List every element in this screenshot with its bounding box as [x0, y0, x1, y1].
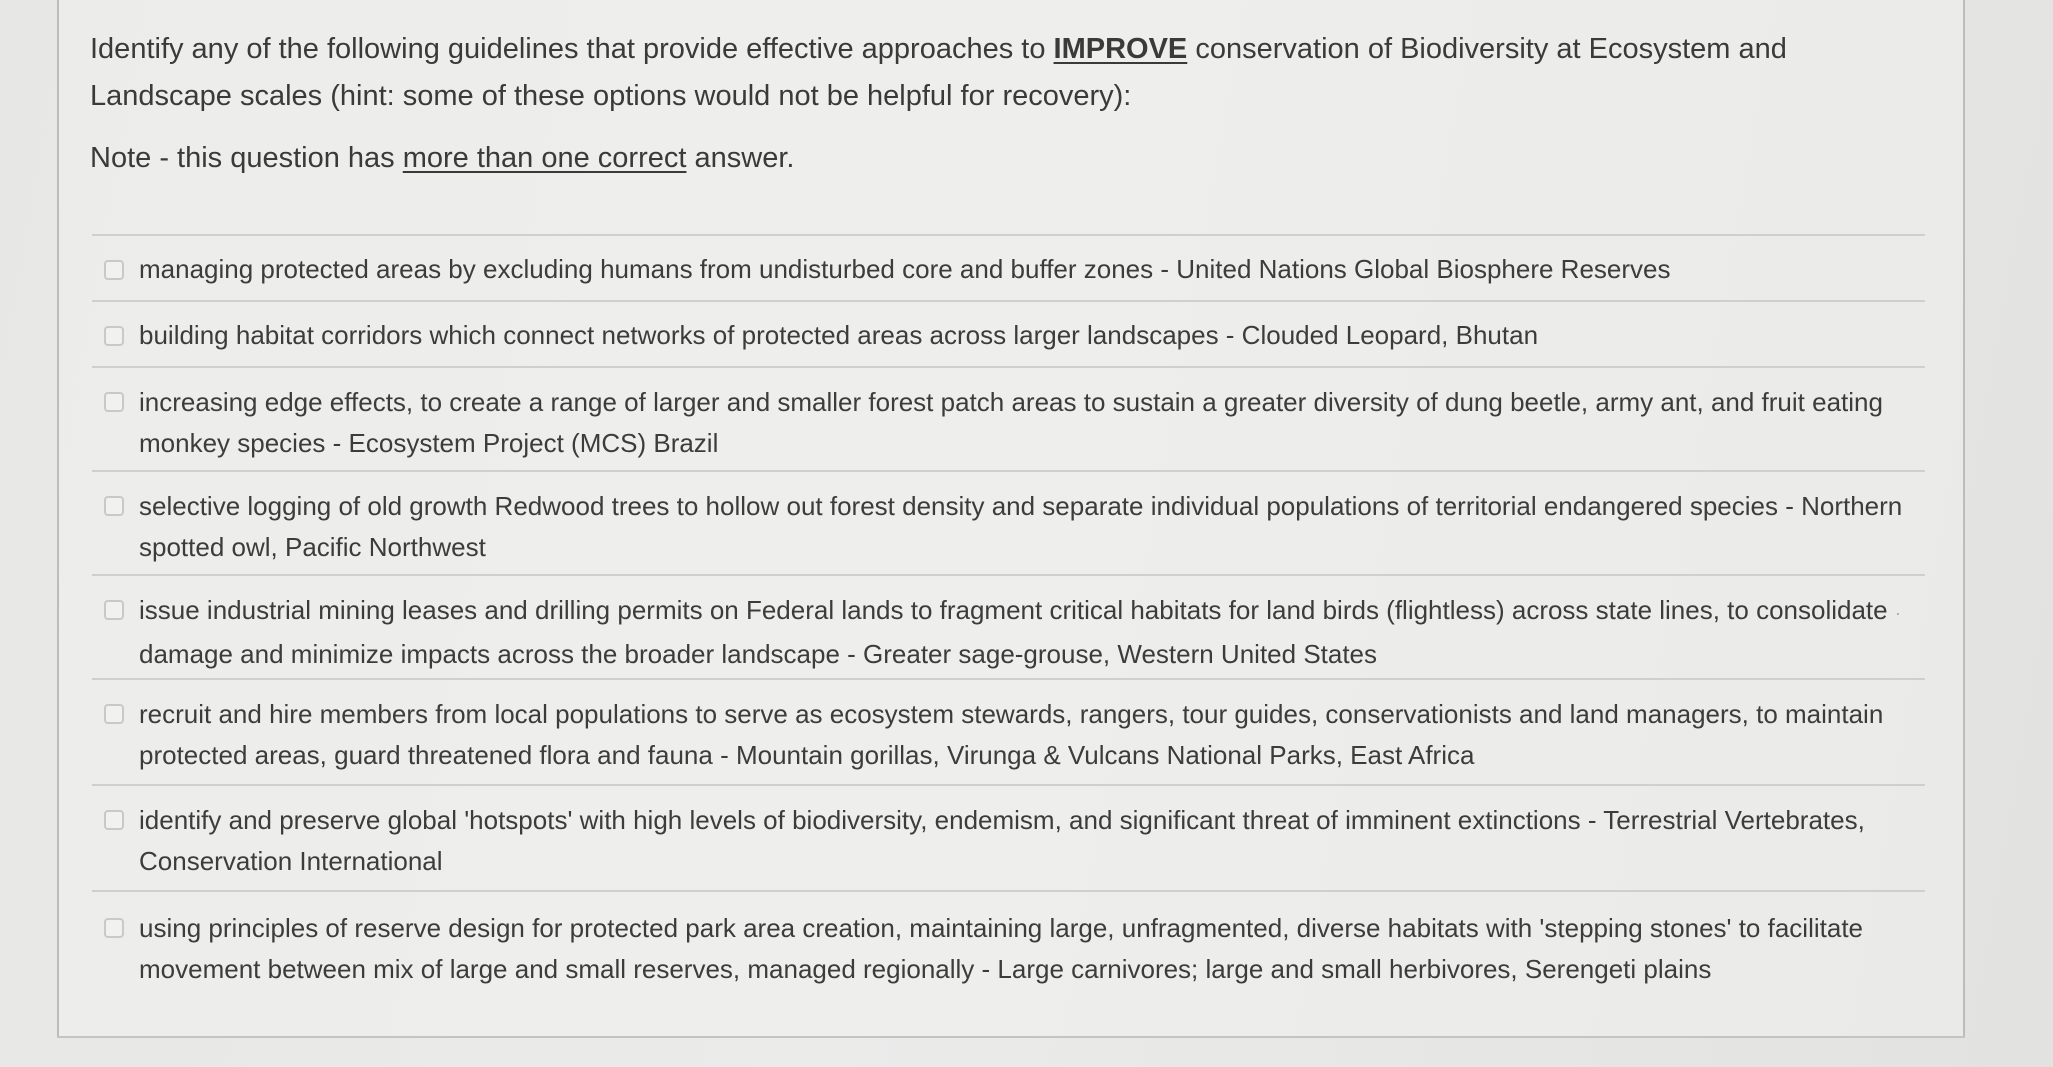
option-2-label[interactable]: building habitat corridors which connect networks of protected areas across larger landscapes - Clouded Leopard, Bhutan [139, 320, 1539, 350]
option-1-checkbox[interactable] [104, 260, 124, 280]
option-6-label-line-2[interactable]: protected areas, guard threatened flora and fauna - Mountain gorillas, Virunga & Vulcans National Parks, East Africa [139, 740, 1475, 770]
option-4-label-line-1[interactable]: selective logging of old growth Redwood trees to hollow out forest density and separate individual populations of territorial endangered species - Northern [139, 491, 1903, 521]
prompt-line-2: Landscape scales (hint: some of these options would not be helpful for recovery): [90, 80, 1132, 112]
card-bottom-divider [57, 1036, 1965, 1038]
option-3-checkbox[interactable] [104, 392, 124, 412]
option-3-label-line-2[interactable]: monkey species - Ecosystem Project (MCS) Brazil [139, 428, 719, 458]
note-suffix: answer. [686, 142, 795, 174]
answer-option-6[interactable] [92, 680, 1925, 786]
prompt-line-1 [90, 26, 1930, 73]
answer-option-3[interactable] [92, 368, 1925, 472]
option-5-checkbox[interactable] [104, 600, 124, 620]
option-3-label-line-1[interactable]: increasing edge effects, to create a range of larger and smaller forest patch areas to sustain a greater diversity of dung beetle, army ant, and fruit eating [139, 387, 1883, 417]
option-1-label[interactable]: managing protected areas by excluding humans from undisturbed core and buffer zones - United Nations Global Biosphere Reserves [139, 254, 1671, 284]
note-emphasis: more than one correct [402, 142, 687, 174]
option-6-label-line-1[interactable]: recruit and hire members from local populations to serve as ecosystem stewards, rangers, tour guides, conservationists and land managers, to maintain [139, 699, 1884, 729]
option-8-label-line-2[interactable]: movement between mix of large and small reserves, managed regionally - Large carnivores; large and small herbivores, Serengeti plains [139, 954, 1712, 984]
option-5-label-line-2[interactable]: damage and minimize impacts across the broader landscape - Greater sage-grouse, Western United States [139, 639, 1378, 669]
answer-options-list [92, 234, 1925, 1002]
question-prompt [90, 26, 1930, 120]
prompt-text-end: conservation of Biodiversity at Ecosystem and [1187, 33, 1787, 65]
answer-option-4[interactable] [92, 472, 1925, 576]
answer-option-5[interactable] [92, 576, 1925, 680]
option-5-line-1-text[interactable]: issue industrial mining leases and drilling permits on Federal lands to fragment critical habitats for land birds (flightless) across state lines, to consolidate [139, 595, 1888, 625]
option-7-label-line-2[interactable]: Conservation International [139, 846, 443, 876]
trailing-dot-icon: · [1894, 603, 1901, 623]
answer-option-2[interactable] [92, 302, 1925, 368]
prompt-text-start: Identify any of the following guidelines that provide effective approaches to [90, 33, 1054, 65]
answer-option-7[interactable] [92, 786, 1925, 892]
question-note [90, 138, 794, 178]
note-prefix: Note - this question has [90, 142, 403, 174]
option-4-checkbox[interactable] [104, 496, 124, 516]
answer-option-8[interactable] [92, 892, 1925, 1002]
option-7-checkbox[interactable] [104, 810, 124, 830]
option-8-checkbox[interactable] [104, 918, 124, 938]
prompt-emphasis: IMPROVE [1053, 33, 1188, 65]
option-2-checkbox[interactable] [104, 326, 124, 346]
answer-option-1[interactable] [92, 236, 1925, 302]
option-4-label-line-2[interactable]: spotted owl, Pacific Northwest [139, 532, 486, 562]
question-card [57, 0, 1965, 1038]
option-6-checkbox[interactable] [104, 704, 124, 724]
option-5-label-line-1[interactable] [139, 590, 1925, 634]
option-7-label-line-1[interactable]: identify and preserve global 'hotspots' with high levels of biodiversity, endemism, and significant threat of imminent extinctions - Terrestrial Vertebrates, [139, 805, 1865, 835]
option-8-label-line-1[interactable]: using principles of reserve design for protected park area creation, maintaining large, unfragmented, diverse habitats with 'stepping stones' to facilitate [139, 913, 1863, 943]
